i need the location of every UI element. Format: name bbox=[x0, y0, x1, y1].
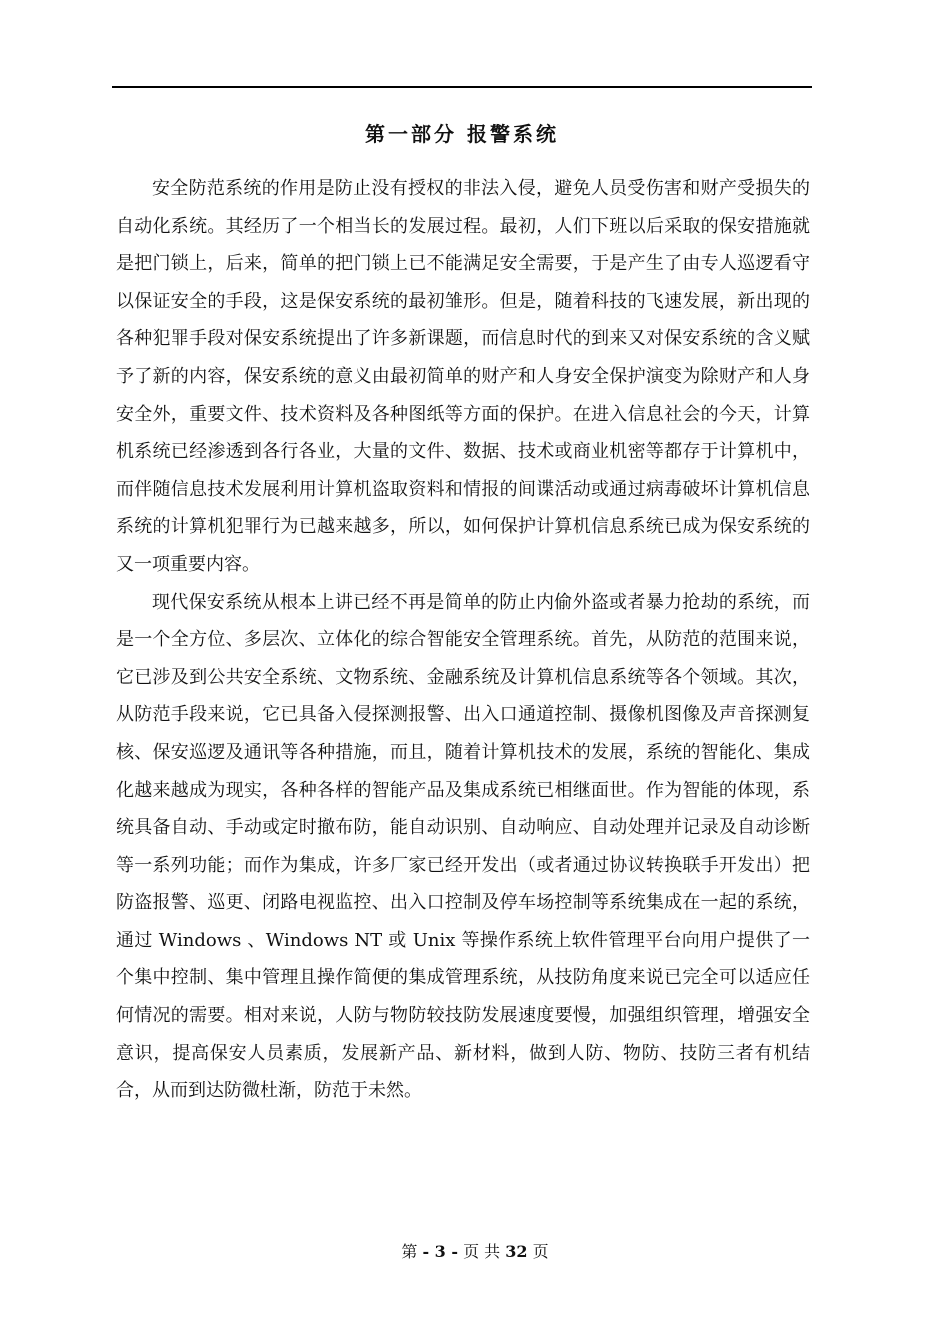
footer-page-number: - 3 - bbox=[422, 1242, 458, 1261]
paragraph-2: 现代保安系统从根本上讲已经不再是简单的防止内偷外盗或者暴力抢劫的系统，而是一个全方位、多层次、立体化的综合智能安全管理系统。首先，从防范的范围来说，它已涉及到公共安全系统、文物系统、金融系统及计算机信息系统等各个领域。其次，从防范手段来说，它已具备入侵探测报警、出入口通道控制、摄像机图像及声音探测复核、保安巡逻及通讯等各种措施，而且，随着计算机技术的发展，系统的智能化、集成化越来越成为现实，各种各样的智能产品及集成系统已相继面世。作为智能的体现，系统具备自动、手动或定时撤布防，能自动识别、自动响应、自动处理并记录及自动诊断等一系列功能；而作为集成，许多厂家已经开发出（或者通过协议转换联手开发出）把防盗报警、巡更、闭路电视监控、出入口控制及停车场控制等系统集成在一起的系统，通过 Windows 、Windows NT 或 Unix 等操作系统上软件管理平台向用户提供了一个集中控制、集中管理且操作简便的集成管理系统，从技防角度来说已完全可以适应任何情况的需要。相对来说，人防与物防较技防发展速度要慢，加强组织管理，增强安全意识，提高保安人员素质，发展新产品、新材料，做到人防、物防、技防三者有机结合，从而到达防微杜渐，防范于未然。 bbox=[116, 591, 810, 1102]
paragraph-1: 安全防范系统的作用是防止没有授权的非法入侵，避免人员受伤害和财产受损失的自动化系统。其经历了一个相当长的发展过程。最初，人们下班以后采取的保安措施就是把门锁上，后来，简单的把门锁上已不能满足安全需要，于是产生了由专人巡逻看守以保证安全的手段，这是保安系统的最初雏形。但是，随着科技的飞速发展，新出现的各种犯罪手段对保安系统提出了许多新课题，而信息时代的到来又对保安系统的含义赋予了新的内容，保安系统的意义由最初简单的财产和人身安全保护演变为除财产和人身安全外，重要文件、技术资料及各种图纸等方面的保护。在进入信息社会的今天，计算机系统已经渗透到各行各业，大量的文件、数据、技术或商业机密等都存于计算机中，而伴随信息技术发展利用计算机盗取资料和情报的间谍活动或通过病毒破坏计算机信息系统的计算机犯罪行为已越来越多，所以，如何保护计算机信息系统已成为保安系统的又一项重要内容。 bbox=[116, 178, 810, 575]
body-text bbox=[116, 170, 810, 1110]
footer-suffix: 页 bbox=[532, 1242, 549, 1261]
page-footer bbox=[0, 1240, 950, 1264]
footer-middle: 页 共 bbox=[463, 1242, 501, 1261]
header-rule bbox=[112, 86, 812, 88]
footer-total-pages: 32 bbox=[505, 1242, 528, 1261]
page-title: 第一部分 报警系统 bbox=[365, 122, 559, 146]
footer-prefix: 第 bbox=[401, 1242, 418, 1261]
